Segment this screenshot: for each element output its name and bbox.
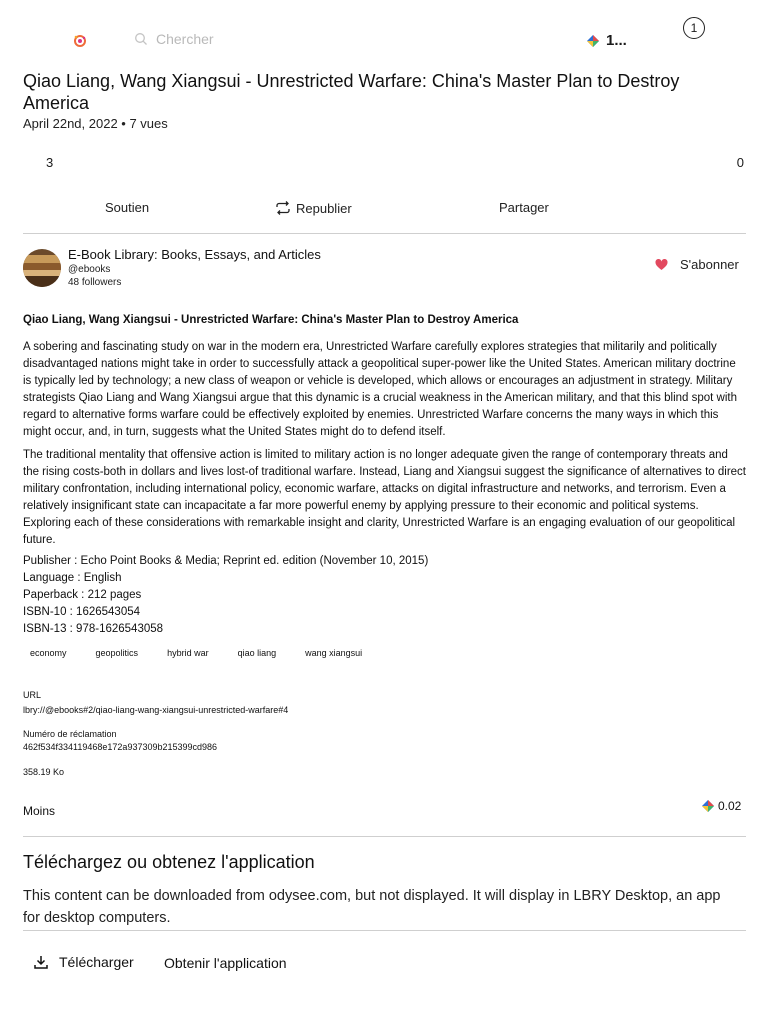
dislike-count[interactable]: 0: [736, 155, 744, 170]
channel-followers: 48 followers: [68, 277, 122, 288]
tag[interactable]: wang xiangsui: [305, 648, 363, 658]
search-icon: [134, 32, 148, 46]
top-bar: [0, 0, 768, 64]
download-label: Télécharger: [59, 954, 134, 970]
support-button[interactable]: [105, 200, 149, 215]
notification-badge[interactable]: [683, 17, 705, 39]
subscribe-button[interactable]: [655, 257, 739, 272]
download-icon: [33, 954, 49, 970]
repost-label: Republier: [296, 200, 352, 216]
tag[interactable]: hybrid war: [167, 648, 209, 658]
download-section-title: Téléchargez ou obtenez l'application: [23, 852, 315, 872]
tag-list: [23, 645, 747, 662]
tip-value: 0.02: [718, 799, 742, 813]
notification-count: 1: [690, 21, 698, 35]
tag[interactable]: economy: [30, 648, 67, 658]
detail-isbn13: ISBN-13 : 978-1626543058: [23, 623, 164, 635]
divider: [23, 233, 746, 234]
detail-publisher: Publisher : Echo Point Books & Media; Reprint ed. edition (November 10, 2015): [23, 555, 429, 567]
channel-name[interactable]: E-Book Library: Books, Essays, and Articles: [68, 247, 321, 262]
show-less-button[interactable]: Moins: [23, 804, 56, 818]
share-button[interactable]: [499, 200, 549, 215]
detail-language: Language : English: [23, 572, 122, 584]
repost-button[interactable]: [275, 200, 352, 216]
description: [23, 312, 747, 662]
page-title: Qiao Liang, Wang Xiangsui - Unrestricted Warfare: China's Master Plan to Destroy America: [23, 71, 680, 113]
description-paragraph: The traditional mentality that offensive action is limited to military action is no longer adequate given the range of contemporary threats and the rising costs-both in dollars and lives lost-of traditional warfare. Instead, Liang and Xiangsui suggest the significance of alternatives to direct military confrontation, including international policy, economic warfare, attacks on digital infrastructure and networks, and terrorism. Even a relatively insignificant state can incapacitate a far more powerful enemy by applying pressure to their economic and political systems. Exploring each of these considerations with remarkable insight and clarity, Unrestricted Warfare is an engaging evaluation of our geopolitical future.: [23, 449, 746, 546]
divider: [23, 930, 746, 931]
credits-balance[interactable]: [586, 32, 627, 49]
action-bar: [23, 196, 746, 222]
tag[interactable]: geopolitics: [95, 648, 139, 658]
claim-label: Numéro de réclamation: [23, 729, 117, 739]
search-bar[interactable]: [134, 31, 306, 47]
description-paragraph: A sobering and fascinating study on war in the modern era, Unrestricted Warfare carefully explores strategies that militarily and politically disadvantaged nations might take in order to successfully attack a geopolitical super-power like the United States. American military doctrine is typically led by technology; a new class of weapon or vehicle is developed, which allows or encourages an adjustment in strategy. Military strategists Qiao Liang and Wang Xiangsui argue that this dynamic is a crucial weakness in the American military, and that this blind spot with regard to alternative forms warfare could be effectively exploited by enemies. Unrestricted Warfare concerns the many ways in which this might occur, and, in turn, suggests what the United States might do to defend itself.: [23, 341, 737, 438]
get-app-button[interactable]: Obtenir l'application: [164, 955, 287, 971]
publish-meta: April 22nd, 2022 • 7 vues: [23, 116, 168, 131]
detail-paperback: Paperback : 212 pages: [23, 589, 142, 601]
heart-icon: [655, 259, 668, 271]
subscribe-label: S'abonner: [680, 257, 739, 272]
lbc-credits-icon: [701, 799, 715, 813]
books-avatar-icon: [23, 249, 61, 287]
search-input[interactable]: [156, 31, 306, 47]
url-value[interactable]: lbry://@ebooks#2/qiao-liang-wang-xiangsui-unrestricted-warfare#4: [23, 705, 289, 715]
file-size: 358.19 Ko: [23, 767, 65, 777]
credits-value: 1...: [606, 32, 627, 49]
share-label: Partager: [499, 200, 549, 215]
lbc-credits-icon: [586, 34, 600, 48]
channel-avatar[interactable]: [23, 249, 61, 287]
claim-value[interactable]: 462f534f334119468e172a937309b215399cd986: [23, 742, 218, 752]
tag[interactable]: qiao liang: [237, 648, 277, 658]
channel-handle[interactable]: @ebooks: [68, 264, 111, 275]
detail-isbn10: ISBN-10 : 1626543054: [23, 606, 141, 618]
like-count[interactable]: 3: [46, 155, 54, 170]
book-details: [23, 553, 747, 638]
download-section-text: This content can be downloaded from odysee.com, but not displayed. It will display in LBRY Desktop, an app for desktop computers.: [23, 888, 721, 926]
download-button[interactable]: [33, 954, 134, 970]
url-label: URL: [23, 690, 42, 700]
tip-amount[interactable]: [701, 799, 741, 813]
repost-icon: [275, 200, 291, 216]
description-heading: Qiao Liang, Wang Xiangsui - Unrestricted Warfare: China's Master Plan to Destroy America: [23, 314, 519, 326]
support-label: Soutien: [105, 200, 150, 215]
odysee-logo-icon[interactable]: [73, 34, 87, 48]
divider: [23, 836, 746, 837]
